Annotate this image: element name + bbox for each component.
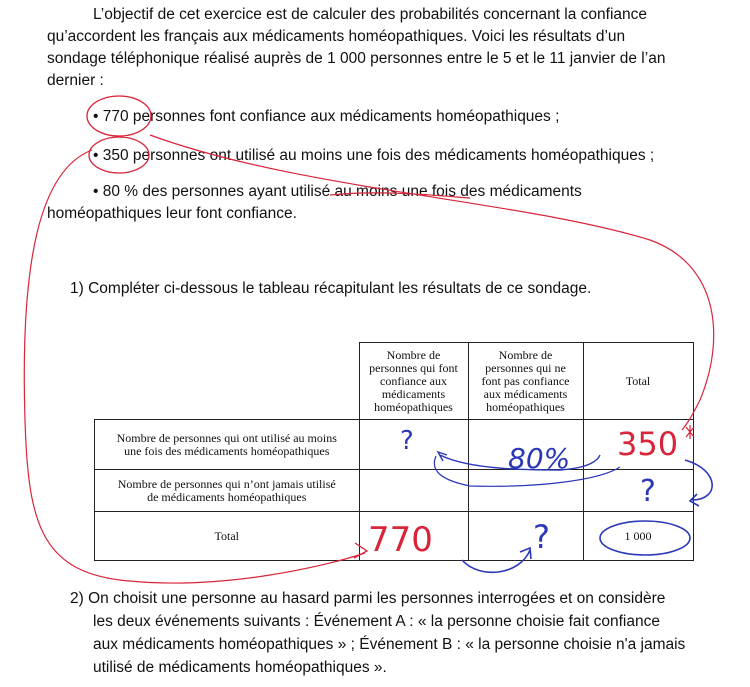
circle-350 — [89, 137, 149, 173]
handwritten-80-percent: 80% — [508, 442, 571, 475]
handwritten-question-total: ? — [533, 518, 550, 556]
strike-line — [330, 193, 470, 198]
handwritten-question-row1: ? — [400, 426, 414, 456]
row-total-label: Total — [95, 512, 360, 561]
cell-grand-total: 1 000 — [583, 512, 693, 561]
bullet-770: • 770 personnes font confiance aux médicaments homéopathiques ; — [93, 108, 560, 125]
handwritten-question-row2: ? — [640, 474, 656, 509]
intro-line-4: dernier : — [47, 72, 104, 89]
star-mark — [686, 425, 694, 439]
bullet-350: • 350 personnes ont utilisé au moins une fois des médicaments homéopathiques ; — [93, 147, 655, 164]
circle-770 — [87, 96, 151, 136]
handwritten-770: 770 — [368, 520, 433, 560]
header-no-confidence: Nombre de personnes qui ne font pas confiance aux médicaments homéopathiques — [468, 343, 583, 420]
loop-350-arrow — [150, 135, 714, 430]
intro-line-1: L’objectif de cet exercice est de calculer des probabilités concernant la confiance — [93, 6, 648, 23]
loop-770-arrow — [24, 150, 365, 583]
row-never-label: Nombre de personnes qui n’ont jamais utilisé de médicaments homéopathiques — [95, 470, 360, 512]
handwritten-350: 350 — [617, 425, 679, 463]
header-total: Total — [583, 343, 693, 420]
question-2-line-1: 2) On choisit une personne au hasard parmi les personnes interrogées et on considère — [70, 590, 666, 607]
blue-arrow-total — [462, 550, 530, 572]
blue-arrow-right — [685, 460, 712, 500]
row-used-label: Nombre de personnes qui ont utilisé au moins une fois des médicaments homéopathiques — [95, 420, 360, 470]
intro-line-2: qu’accordent les français aux médicaments homéopathiques. Voici les résultats d’un — [47, 28, 626, 45]
header-confidence: Nombre de personnes qui font confiance aux médicaments homéopathiques — [359, 343, 468, 420]
question-2-line-2: les deux événements suivants : Événement A : « la personne choisie fait confiance — [93, 613, 660, 630]
circle-1000 — [600, 521, 690, 555]
question-2-line-4: utilisé de médicaments homéopathiques ». — [93, 659, 387, 676]
bullet-80-percent-cont: homéopathiques leur font confiance. — [47, 205, 297, 222]
question-1: 1) Compléter ci-dessous le tableau récapitulant les résultats de ce sondage. — [70, 280, 592, 297]
intro-line-3: sondage téléphonique réalisé auprès de 1 000 personnes entre le 5 et le 11 janvier de l’an — [47, 50, 666, 67]
question-2-line-3: aux médicaments homéopathiques » ; Événement B : « la personne choisie n'a jamais — [93, 636, 686, 653]
bullet-80-percent: • 80 % des personnes ayant utilisé au moins une fois des médicaments — [93, 183, 582, 200]
